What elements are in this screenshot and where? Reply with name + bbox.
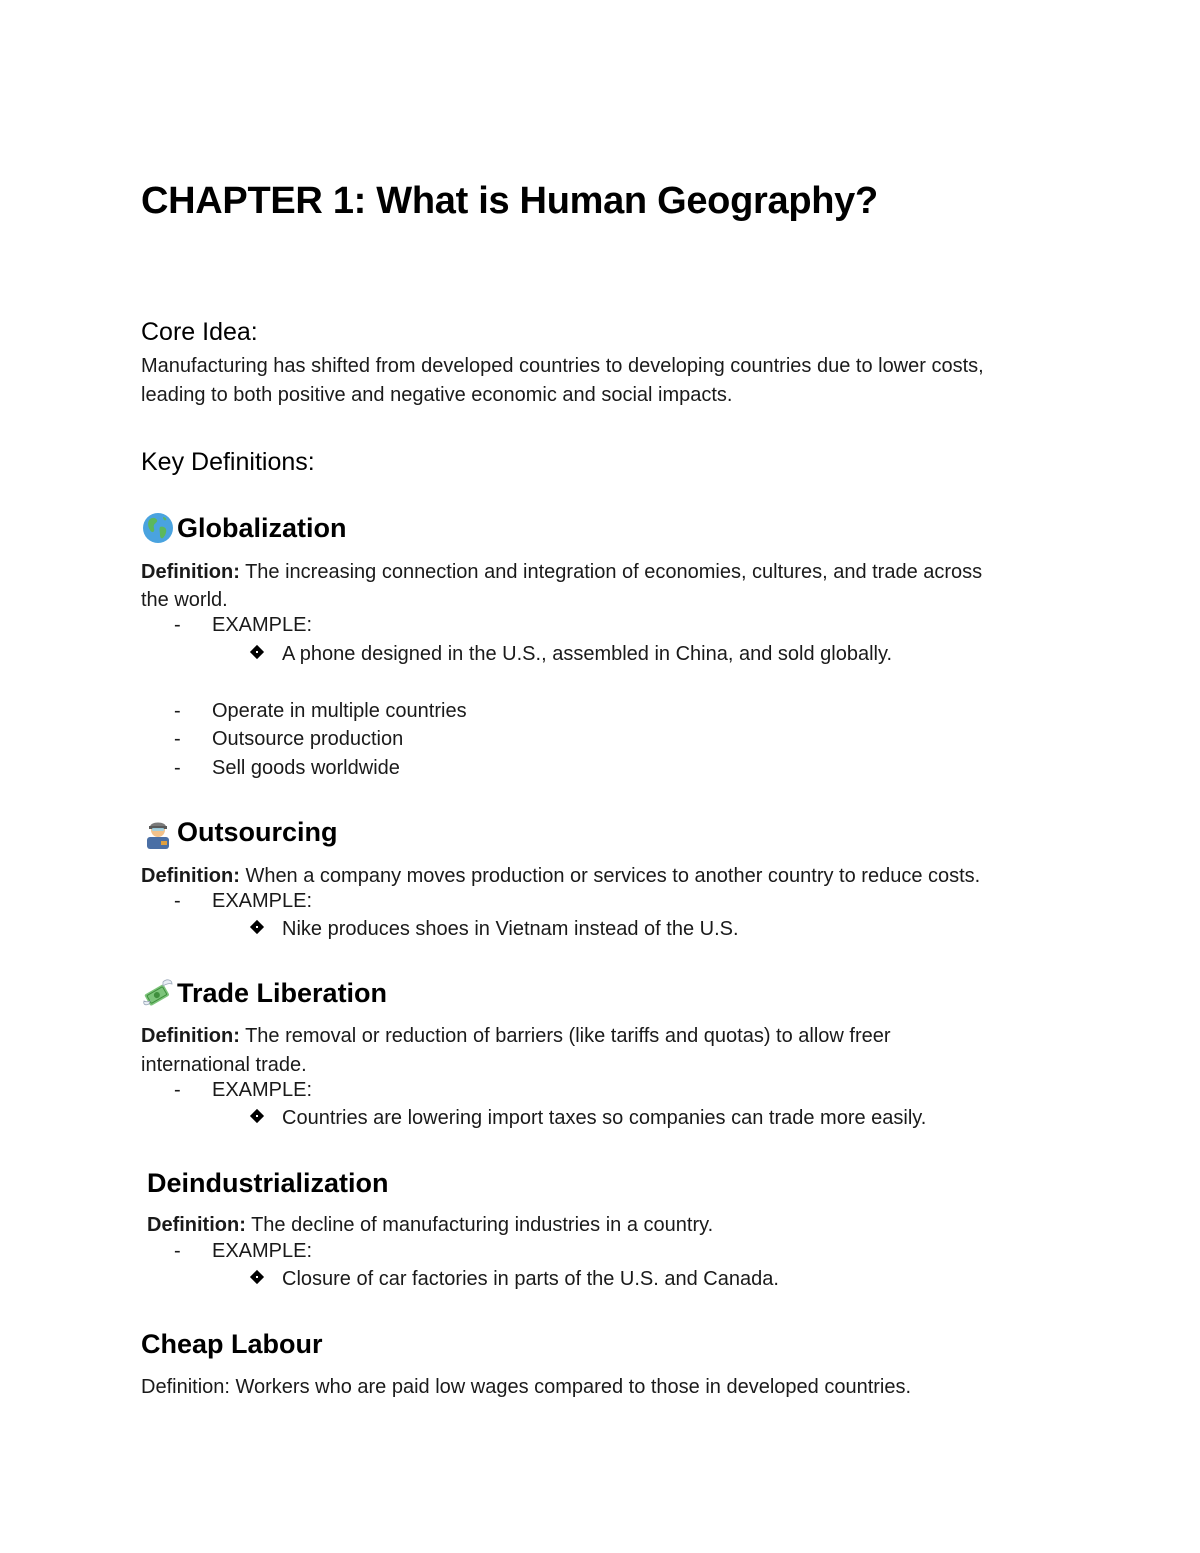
definition-label: Definition: (141, 561, 240, 583)
trade-liberation-definition-text: The removal or reduction of barriers (like tariffs and quotas) to allow freer (245, 1025, 891, 1047)
example-label: EXAMPLE: (212, 614, 313, 636)
dash-marker: - (174, 1079, 181, 1101)
trade-liberation-definition-line-1 (141, 1022, 891, 1051)
globalization-example-text: A phone designed in the U.S., assembled in China, and sold globally. (282, 643, 893, 665)
deindustrialization-example-text: Closure of car factories in parts of the U.S. and Canada. (282, 1268, 779, 1290)
trade-liberation-term: Trade Liberation (177, 977, 388, 1008)
deindustrialization-heading (147, 1168, 389, 1199)
dash-marker: - (174, 890, 181, 912)
globalization-definition-line-2: the world. (141, 589, 228, 611)
cheap-labour-definition: Definition: Workers who are paid low wages compared to those in developed countries. (141, 1376, 912, 1398)
trade-liberation-heading (141, 976, 387, 1010)
globalization-point-text: Operate in multiple countries (212, 700, 467, 722)
outsourcing-definition (141, 862, 980, 891)
outsourcing-example-bullet (250, 918, 739, 941)
globalization-point-item (174, 700, 467, 723)
trade-liberation-example-item (174, 1079, 312, 1102)
globalization-point-text: Sell goods worldwide (212, 757, 400, 779)
diamond-bullet-icon (250, 1109, 264, 1123)
globalization-definition-line-1 (141, 558, 982, 587)
trade-liberation-example-bullet (250, 1107, 926, 1130)
trade-liberation-definition-line-2: international trade. (141, 1054, 307, 1076)
dash-marker: - (174, 700, 181, 722)
globalization-heading (141, 511, 347, 545)
outsourcing-example-text: Nike produces shoes in Vietnam instead of the U.S. (282, 918, 739, 940)
diamond-bullet-icon (250, 920, 264, 934)
globalization-example-bullet (250, 643, 892, 666)
deindustrialization-definition (147, 1211, 713, 1240)
definition-label: Definition: (147, 1214, 246, 1236)
outsourcing-heading (141, 815, 338, 849)
core-idea-line-1: Manufacturing has shifted from developed countries to developing countries due to lower costs, (141, 355, 984, 377)
globalization-example-item (174, 614, 312, 637)
factory-worker-icon (141, 815, 175, 849)
dash-marker: - (174, 728, 181, 750)
example-label: EXAMPLE: (212, 890, 313, 912)
cheap-labour-heading (141, 1329, 323, 1360)
core-idea-heading: Core Idea: (141, 318, 258, 346)
diamond-bullet-icon (250, 645, 264, 659)
example-label: EXAMPLE: (212, 1079, 313, 1101)
globalization-point-item (174, 728, 403, 751)
globalization-point-item (174, 757, 400, 780)
key-definitions-heading: Key Definitions: (141, 448, 315, 476)
outsourcing-definition-text: When a company moves production or services to another country to reduce costs. (245, 865, 981, 887)
diamond-bullet-icon (250, 1270, 264, 1284)
money-with-wings-icon (141, 976, 175, 1010)
definition-label: Definition: (141, 865, 240, 887)
dash-marker: - (174, 757, 181, 779)
example-label: EXAMPLE: (212, 1240, 313, 1262)
core-idea-line-2: leading to both positive and negative economic and social impacts. (141, 384, 733, 406)
globalization-point-text: Outsource production (212, 728, 404, 750)
page-title: CHAPTER 1: What is Human Geography? (141, 180, 878, 222)
deindustrialization-definition-text: The decline of manufacturing industries in a country. (251, 1214, 714, 1236)
globalization-definition-text: The increasing connection and integration of economies, cultures, and trade across (245, 561, 983, 583)
deindustrialization-term: Deindustrialization (147, 1168, 389, 1198)
deindustrialization-example-item (174, 1240, 312, 1263)
globalization-term: Globalization (177, 512, 347, 543)
definition-label: Definition: (141, 1025, 240, 1047)
deindustrialization-example-bullet (250, 1268, 779, 1291)
dash-marker: - (174, 614, 181, 636)
outsourcing-example-item (174, 890, 312, 913)
dash-marker: - (174, 1240, 181, 1262)
trade-liberation-example-text: Countries are lowering import taxes so companies can trade more easily. (282, 1107, 927, 1129)
outsourcing-term: Outsourcing (177, 816, 338, 847)
cheap-labour-term: Cheap Labour (141, 1329, 323, 1359)
globe-americas-icon (141, 511, 175, 545)
